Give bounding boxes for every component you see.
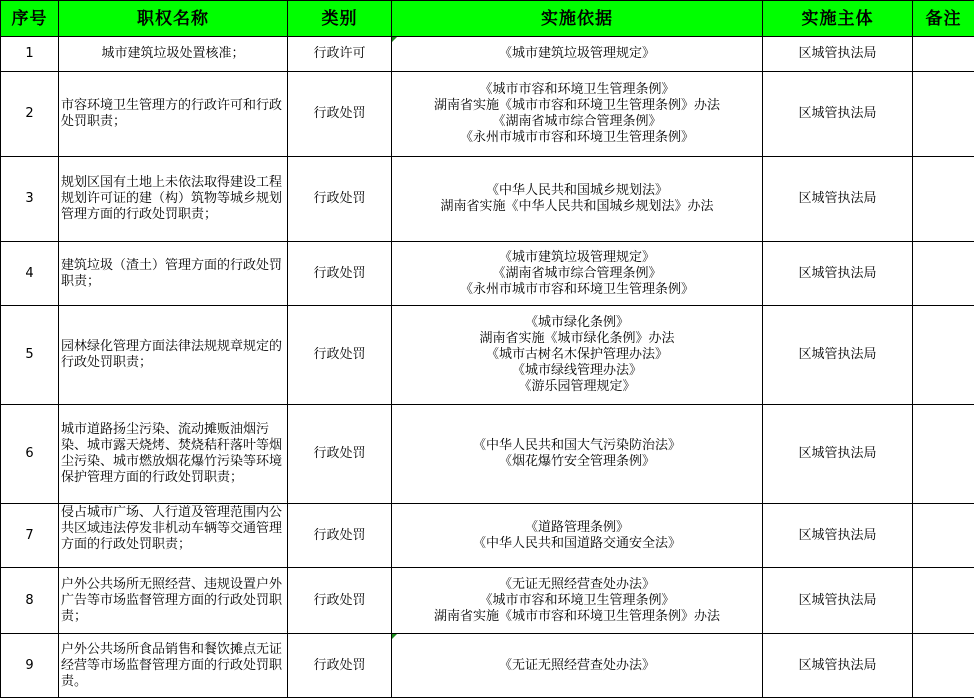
- cell-remark[interactable]: [913, 72, 974, 157]
- table-row: [1, 306, 974, 405]
- basis-line: 《中华人民共和国大气污染防治法》: [472, 438, 681, 453]
- cell-category[interactable]: 行政处罚: [288, 504, 392, 568]
- basis-line: 《湖南省城市综合管理条例》: [492, 265, 662, 281]
- table-row: [1, 405, 974, 504]
- cell-name[interactable]: 建筑垃圾（渣土）管理方面的行政处罚职责；: [59, 242, 288, 306]
- cell-category[interactable]: 行政许可: [288, 37, 392, 72]
- cell-category[interactable]: 行政处罚: [288, 568, 392, 634]
- cell-basis[interactable]: [392, 568, 763, 634]
- cell-name[interactable]: 城市道路扬尘污染、流动摊贩油烟污染、城市露天烧烤、焚烧秸秆落叶等烟尘污染、城市燃放烟花爆竹污染等环境保护管理方面的行政处罚职责；: [59, 405, 288, 504]
- header-remark[interactable]: 备注: [913, 1, 974, 37]
- cell-remark[interactable]: [913, 504, 974, 568]
- table-row: [1, 72, 974, 157]
- cell-name[interactable]: 园林绿化管理方面法律法规规章规定的行政处罚职责；: [59, 306, 288, 405]
- cell-seq[interactable]: 5: [1, 306, 59, 405]
- cell-category[interactable]: 行政处罚: [288, 405, 392, 504]
- cell-remark[interactable]: [913, 157, 974, 242]
- cell-basis[interactable]: [392, 405, 763, 504]
- cell-seq[interactable]: 4: [1, 242, 59, 306]
- cell-name[interactable]: 规划区国有土地上未依法取得建设工程规划许可证的建（构）筑物等城乡规划管理方面的行政处罚职责；: [59, 157, 288, 242]
- cell-subject[interactable]: 区城管执法局: [763, 242, 913, 306]
- cell-basis[interactable]: [392, 634, 763, 698]
- cell-category[interactable]: 行政处罚: [288, 306, 392, 405]
- cell-category[interactable]: 行政处罚: [288, 157, 392, 242]
- cell-name[interactable]: 户外公共场所食品销售和餐饮摊点无证经营等市场监督管理方面的行政处罚职责。: [59, 634, 288, 698]
- cell-name-text: 侵占城市广场、人行道及管理范围内公共区域违法停发非机动车辆等交通管理方面的行政处罚职责；: [61, 504, 283, 552]
- cell-basis[interactable]: [392, 37, 763, 72]
- cell-remark[interactable]: [913, 306, 974, 405]
- header-seq[interactable]: 序号: [1, 1, 59, 37]
- basis-line: 湖南省实施《城市市容和环境卫生管理条例》办法: [433, 608, 720, 624]
- cell-seq[interactable]: 6: [1, 405, 59, 504]
- basis-line: 《城市建筑垃圾管理规定》: [498, 46, 655, 61]
- table-row: [1, 634, 974, 698]
- basis-line: 湖南省实施《城市绿化条例》办法: [479, 331, 675, 346]
- cell-seq[interactable]: 1: [1, 37, 59, 72]
- cell-remark[interactable]: [913, 242, 974, 306]
- header-name[interactable]: 职权名称: [59, 1, 288, 37]
- basis-line: 《城市市容和环境卫生管理条例》: [479, 82, 675, 97]
- basis-line: 湖南省实施《中华人民共和国城乡规划法》办法: [440, 199, 714, 214]
- basis-line: 《无证无照经营查处办法》: [498, 657, 655, 673]
- basis-line: 《道路管理条例》: [524, 519, 629, 535]
- basis-line: 《中华人民共和国道路交通安全法》: [472, 535, 681, 551]
- basis-line: 《城市市容和环境卫生管理条例》: [479, 592, 675, 608]
- table-row: [1, 568, 974, 634]
- basis-line: 《无证无照经营查处办法》: [498, 576, 655, 592]
- cell-subject[interactable]: 区城管执法局: [763, 306, 913, 405]
- cell-subject[interactable]: 区城管执法局: [763, 37, 913, 72]
- basis-line: 《城市绿线管理办法》: [511, 363, 642, 378]
- cell-subject[interactable]: 区城管执法局: [763, 72, 913, 157]
- basis-line: 《永州市城市市容和环境卫生管理条例》: [459, 281, 694, 297]
- basis-line: 《城市绿化条例》: [524, 315, 629, 330]
- cell-basis[interactable]: [392, 242, 763, 306]
- cell-category[interactable]: 行政处罚: [288, 72, 392, 157]
- basis-line: 《中华人民共和国城乡规划法》: [485, 183, 668, 198]
- cell-seq[interactable]: 8: [1, 568, 59, 634]
- cell-basis[interactable]: [392, 72, 763, 157]
- basis-line: 《烟花爆竹安全管理条例》: [498, 454, 655, 469]
- cell-subject[interactable]: 区城管执法局: [763, 405, 913, 504]
- cell-subject[interactable]: 区城管执法局: [763, 568, 913, 634]
- cell-name[interactable]: 户外公共场所无照经营、违规设置户外广告等市场监督管理方面的行政处罚职责；: [59, 568, 288, 634]
- basis-line: 《城市建筑垃圾管理规定》: [498, 249, 655, 265]
- cell-basis[interactable]: [392, 306, 763, 405]
- cell-name[interactable]: [59, 504, 288, 568]
- cell-comment-marker: [392, 634, 397, 639]
- basis-line: 《城市古树名木保护管理办法》: [485, 347, 668, 362]
- cell-basis[interactable]: [392, 504, 763, 568]
- header-row: [1, 1, 974, 37]
- cell-subject[interactable]: 区城管执法局: [763, 634, 913, 698]
- table-row: [1, 504, 974, 568]
- cell-category[interactable]: 行政处罚: [288, 242, 392, 306]
- cell-subject[interactable]: 区城管执法局: [763, 157, 913, 242]
- cell-category[interactable]: 行政处罚: [288, 634, 392, 698]
- cell-basis[interactable]: [392, 157, 763, 242]
- cell-name[interactable]: 市容环境卫生管理方的行政许可和行政处罚职责；: [59, 72, 288, 157]
- basis-line: 《永州市城市市容和环境卫生管理条例》: [459, 130, 694, 145]
- cell-seq[interactable]: 7: [1, 504, 59, 568]
- header-category[interactable]: 类别: [288, 1, 392, 37]
- cell-subject[interactable]: 区城管执法局: [763, 504, 913, 568]
- cell-name[interactable]: 城市建筑垃圾处置核准；: [59, 37, 288, 72]
- cell-comment-marker: [392, 37, 397, 42]
- table-row: [1, 242, 974, 306]
- header-basis[interactable]: 实施依据: [392, 1, 763, 37]
- cell-remark[interactable]: [913, 568, 974, 634]
- header-subject[interactable]: 实施主体: [763, 1, 913, 37]
- table-row: [1, 37, 974, 72]
- cell-seq[interactable]: 9: [1, 634, 59, 698]
- cell-seq[interactable]: 3: [1, 157, 59, 242]
- cell-seq[interactable]: 2: [1, 72, 59, 157]
- table-row: [1, 157, 974, 242]
- basis-line: 湖南省实施《城市市容和环境卫生管理条例》办法: [433, 98, 720, 113]
- cell-remark[interactable]: [913, 634, 974, 698]
- basis-line: 《游乐园管理规定》: [518, 379, 636, 394]
- cell-remark[interactable]: [913, 37, 974, 72]
- basis-line: 《湖南省城市综合管理条例》: [492, 114, 662, 129]
- cell-remark[interactable]: [913, 405, 974, 504]
